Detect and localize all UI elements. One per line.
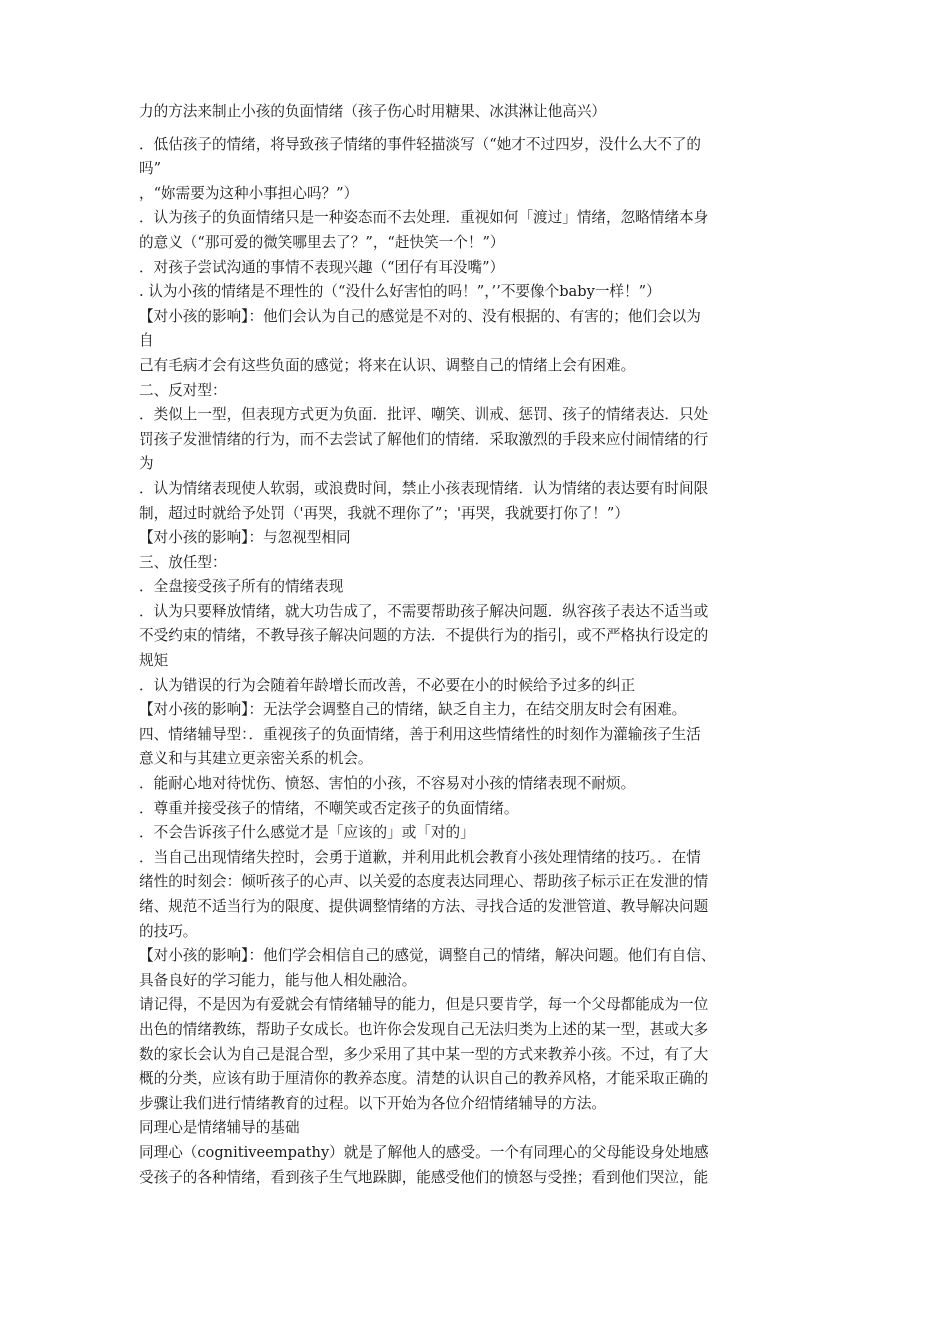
- document-body: [139, 100, 825, 1190]
- text-line-43: 同理心（cognitiveempathy）就是了解他人的感受。一个有同理心的父母能设身处地感: [139, 1143, 709, 1161]
- section-heading-4: 四、情绪辅导型：．重视孩子的负面情绪，善于利用这些情绪性的时刻作为灌输孩子生活: [139, 725, 701, 743]
- text-line-41: 步骤让我们进行情绪教育的过程。以下开始为各位介绍情绪辅导的方法。: [139, 1094, 607, 1112]
- text-line-34: 的技巧。: [139, 922, 198, 940]
- text-line-27: 意义和与其建立更亲密关系的机会。: [139, 750, 373, 768]
- text-line-5: ．认为孩子的负面情绪只是一种姿态而不去处理．重视如何「渡过」情绪，忽略情绪本身: [139, 209, 709, 227]
- text-line-39: 数的家长会认为自己是混合型，多少采用了其中某一型的方式来教养小孩。不过，有了大: [139, 1045, 709, 1063]
- text-line-1: 力的方法来制止小孩的负面情绪（孩子伤心时用糖果、冰淇淋让他高兴）: [139, 103, 607, 120]
- text-line-31: ．当自己出现情绪失控时，会勇于道歉，并利用此机会教育小孩处理情绪的技巧。．在情: [139, 848, 701, 866]
- section-heading-3: 三、放任型：: [139, 553, 227, 571]
- text-line-30: ．不会告诉孩子什么感觉才是「应该的」或「对的」: [139, 824, 475, 842]
- text-line-40: 概的分类，应该有助于厘清你的教养态度。清楚的认识自己的教养风格，才能采取正确的: [139, 1070, 709, 1088]
- text-line-23: 规矩: [139, 652, 169, 670]
- text-line-22: 不受约束的情绪，不教导孩子解决问题的方法．不提供行为的指引，或不严格执行设定的: [139, 627, 709, 645]
- text-line-9: 【对小孩的影响】：他们会认为自己的感觉是不对的、没有根据的、有害的；他们会以为: [139, 307, 701, 325]
- text-line-28: ．能耐心地对待忧伤、愤怒、害怕的小孩，不容易对小孩的情绪表现不耐烦。: [139, 775, 636, 793]
- text-line-32: 绪性的时刻会：倾听孩子的心声、以关爱的态度表达同理心、帮助孩子标示正在发泄的情: [139, 873, 709, 891]
- text-line-18: 【对小孩的影响】：与忽视型相同: [139, 529, 351, 547]
- text-line-16: ．认为情绪表现使人软弱，或浪费时间，禁止小孩表现情绪．认为情绪的表达要有时间限: [139, 479, 709, 497]
- text-line-11: 己有毛病才会有这些负面的感觉；将来在认识、调整自己的情绪上会有困难。: [139, 356, 636, 374]
- text-line-4: ，“妳需要为这种小事担心吗？”）: [139, 184, 359, 202]
- text-line-17: 制，超过时就给予处罚（'再哭，我就不理你了”；'再哭，我就要打你了！”）: [139, 504, 629, 522]
- text-line-38: 出色的情绪教练，帮助子女成长。也许你会发现自己无法归类为上述的某一型，甚或大多: [139, 1020, 709, 1038]
- text-line-15: 为: [139, 455, 154, 473]
- text-line-37: 请记得，不是因为有爱就会有情绪辅导的能力，但是只要肯学，每一个父母都能成为一位: [139, 996, 709, 1014]
- text-line-36: 具备良好的学习能力，能与他人相处融洽。: [139, 971, 417, 989]
- section-heading-2: 二、反对型：: [139, 381, 227, 399]
- text-line-7: ．对孩子尝试沟通的事情不表现兴趣（“团仔有耳没嘴”）: [139, 258, 505, 276]
- text-line-20: ．全盘接受孩子所有的情绪表现: [139, 578, 344, 596]
- text-line-6: 的意义（“那可爱的微笑哪里去了？”，“赶快笑一个！”）: [139, 233, 505, 251]
- text-line-25: 【对小孩的影响】：无法学会调整自己的情绪，缺乏自主力，在结交朋友时会有困难。: [139, 701, 687, 719]
- text-line-14: 罚孩子发泄情绪的行为，而不去尝试了解他们的情绪．采取激烈的手段来应付闹情绪的行: [139, 430, 709, 448]
- text-line-10: 自: [139, 332, 154, 350]
- text-line-44: 受孩子的各种情绪，看到孩子生气地跺脚，能感受他们的愤怒与受挫；看到他们哭泣，能: [139, 1168, 709, 1186]
- text-line-21: ．认为只要释放情绪，就大功告成了，不需要帮助孩子解决问题．纵容孩子表达不适当或: [139, 602, 709, 620]
- text-line-35: 【对小孩的影响】：他们学会相信自己的感觉，调整自己的情绪，解决问题。他们有自信、: [139, 947, 716, 965]
- text-line-24: ．认为错误的行为会随着年龄增长而改善，不必要在小的时候给予过多的纠正: [139, 676, 636, 694]
- text-line-3: 吗”: [139, 160, 162, 178]
- text-line-13: ．类似上一型，但表现方式更为负面．批评、嘲笑、训戒、惩罚、孩子的情绪表达．只处: [139, 406, 709, 424]
- text-line-29: ．尊重并接受孩子的情绪，不嘲笑或否定孩子的负面情绪。: [139, 799, 519, 817]
- text-line-8: . 认为小孩的情绪是不理性的（“没什么好害怕的吗！”，’’不要像个baby一样！”）: [139, 283, 661, 301]
- text-line-33: 绪、规范不适当行为的限度、提供调整情绪的方法、寻找合适的发泄管道、教导解决问题: [139, 898, 709, 915]
- section-heading-empathy: 同理心是情绪辅导的基础: [139, 1119, 300, 1137]
- text-line-2: ．低估孩子的情绪，将导致孩子情绪的事件轻描淡写（“她才不过四岁，没什么大不了的: [139, 135, 702, 153]
